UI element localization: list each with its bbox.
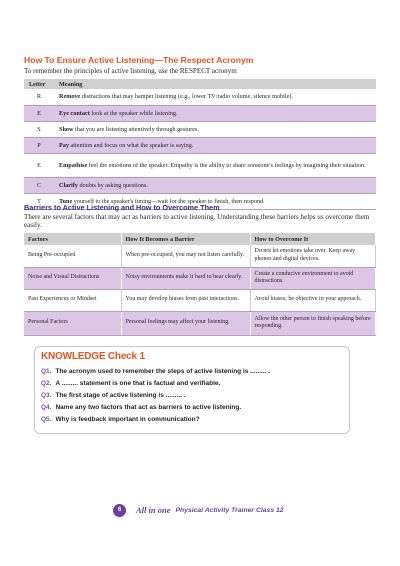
question-item [41, 368, 270, 375]
letter-cell: E [24, 153, 54, 177]
column-header-barrier: How It Becomes a Barrier [121, 233, 250, 245]
respect-intro: To remember the principles of active listening, use the RESPECT acronym [24, 67, 237, 75]
table-row [24, 311, 376, 335]
overcome-cell: Allow the other person to finish speaking before responding. [250, 311, 376, 335]
barrier-cell: When pre-occupied, you may not listen carefully. [121, 245, 250, 267]
letter-cell: E [24, 105, 54, 121]
meaning-text: attention and focus on what the speaker is saying. [68, 141, 194, 149]
question-text: The acronym used to remember the steps of active listening is ......... . [55, 368, 271, 375]
meaning-text: that you are listening attentively through gestures. [73, 125, 199, 133]
factor-cell: Being Pre-occupied [24, 245, 121, 267]
meaning-keyword: Tune [59, 197, 73, 205]
question-text: A ......... statement is one that is factual and verifiable. [55, 380, 221, 387]
column-header-meaning: Meaning [54, 79, 376, 89]
question-item [41, 380, 220, 387]
meaning-keyword: Show [59, 125, 74, 133]
meaning-cell [54, 105, 376, 121]
barrier-cell: Personal feelings may affect your listening. [121, 311, 250, 335]
meaning-cell [54, 121, 376, 137]
table-row [24, 267, 376, 289]
barrier-cell: Noisy environments make it hard to hear clearly. [121, 267, 250, 289]
letter-cell: R [24, 89, 54, 105]
question-text: Why is feedback important in communication? [55, 416, 200, 423]
letter-cell: S [24, 121, 54, 137]
brand-logo: All in one [136, 505, 171, 515]
overcome-cell: Create a conducive environment to avoid distractions. [250, 267, 376, 289]
question-number: Q3. [41, 392, 52, 399]
page-footer [113, 503, 284, 517]
table-header-row [24, 79, 376, 89]
question-number: Q2. [41, 380, 52, 387]
table-row [24, 89, 376, 105]
table-row [24, 245, 376, 267]
meaning-keyword: Clarify [59, 181, 78, 189]
question-item [41, 392, 186, 399]
respect-table [24, 79, 376, 210]
table-row [24, 121, 376, 137]
barriers-table [24, 233, 376, 336]
factor-cell: Personal Factors [24, 311, 121, 335]
question-text: Name any two factors that act as barriers to active listening. [55, 404, 242, 411]
question-number: Q5. [41, 416, 52, 423]
barriers-heading: Barriers to Active Listening and How to Overcome Them [24, 203, 220, 212]
meaning-text: doubts by asking questions. [77, 181, 148, 189]
question-text: The first stage of active listening is ......... . [55, 392, 186, 399]
factor-cell: Past Experiences or Mindset [24, 289, 121, 311]
column-header-letter: Letter [24, 79, 54, 89]
page-number: 6 [113, 504, 126, 517]
table-row [24, 137, 376, 153]
letter-cell: P [24, 137, 54, 153]
table-header-row [24, 233, 376, 245]
overcome-cell: Avoid biases; be objective in your approach. [250, 289, 376, 311]
meaning-cell [54, 89, 376, 105]
factor-cell: Noise and Visual Distractions [24, 267, 121, 289]
column-header-overcome: How to Overcome It [250, 233, 376, 245]
meaning-keyword: Pay [59, 141, 69, 149]
meaning-cell [54, 153, 376, 177]
table-row [24, 153, 376, 177]
barriers-intro: There are several factors that may act as barriers to active listening. Understanding these barriers helps us overcome them easily. [24, 213, 370, 230]
meaning-text: distractions that may hamper listening (e.g., lower TV/radio volume, silence mobile). [80, 93, 293, 101]
respect-heading: How To Ensure Active Listening—The Respect Acronym [24, 55, 254, 65]
meaning-cell [54, 137, 376, 153]
question-item [41, 416, 200, 423]
barrier-cell: You may develop biases from past interactions. [121, 289, 250, 311]
question-number: Q4. [41, 404, 52, 411]
table-row [24, 177, 376, 193]
letter-cell: C [24, 177, 54, 193]
question-number: Q1. [41, 368, 52, 375]
table-row [24, 105, 376, 121]
book-subject: Physical Activity Trainer Class 12 [175, 506, 284, 514]
knowledge-check-title: KNOWLEDGE Check 1 [41, 351, 145, 362]
meaning-text: feel the emotions of the speaker. Empathy is the ability to share someone's feelings by imagining their situation. [87, 161, 366, 169]
meaning-keyword: Remove [59, 93, 81, 101]
column-header-factors: Factors [24, 233, 121, 245]
table-row [24, 289, 376, 311]
meaning-cell [54, 177, 376, 193]
meaning-text: yourself to the speaker's timing—wait for the speaker to finish, then respond. [72, 197, 265, 205]
overcome-cell: Do not let emotions take over. Keep away phones and digital devices. [250, 245, 376, 267]
meaning-keyword: Empathise [59, 161, 88, 169]
letter-cell: T [24, 193, 54, 209]
question-item [41, 404, 241, 411]
meaning-text: look at the speaker while listening. [89, 109, 178, 117]
meaning-keyword: Eye contact [59, 109, 90, 117]
